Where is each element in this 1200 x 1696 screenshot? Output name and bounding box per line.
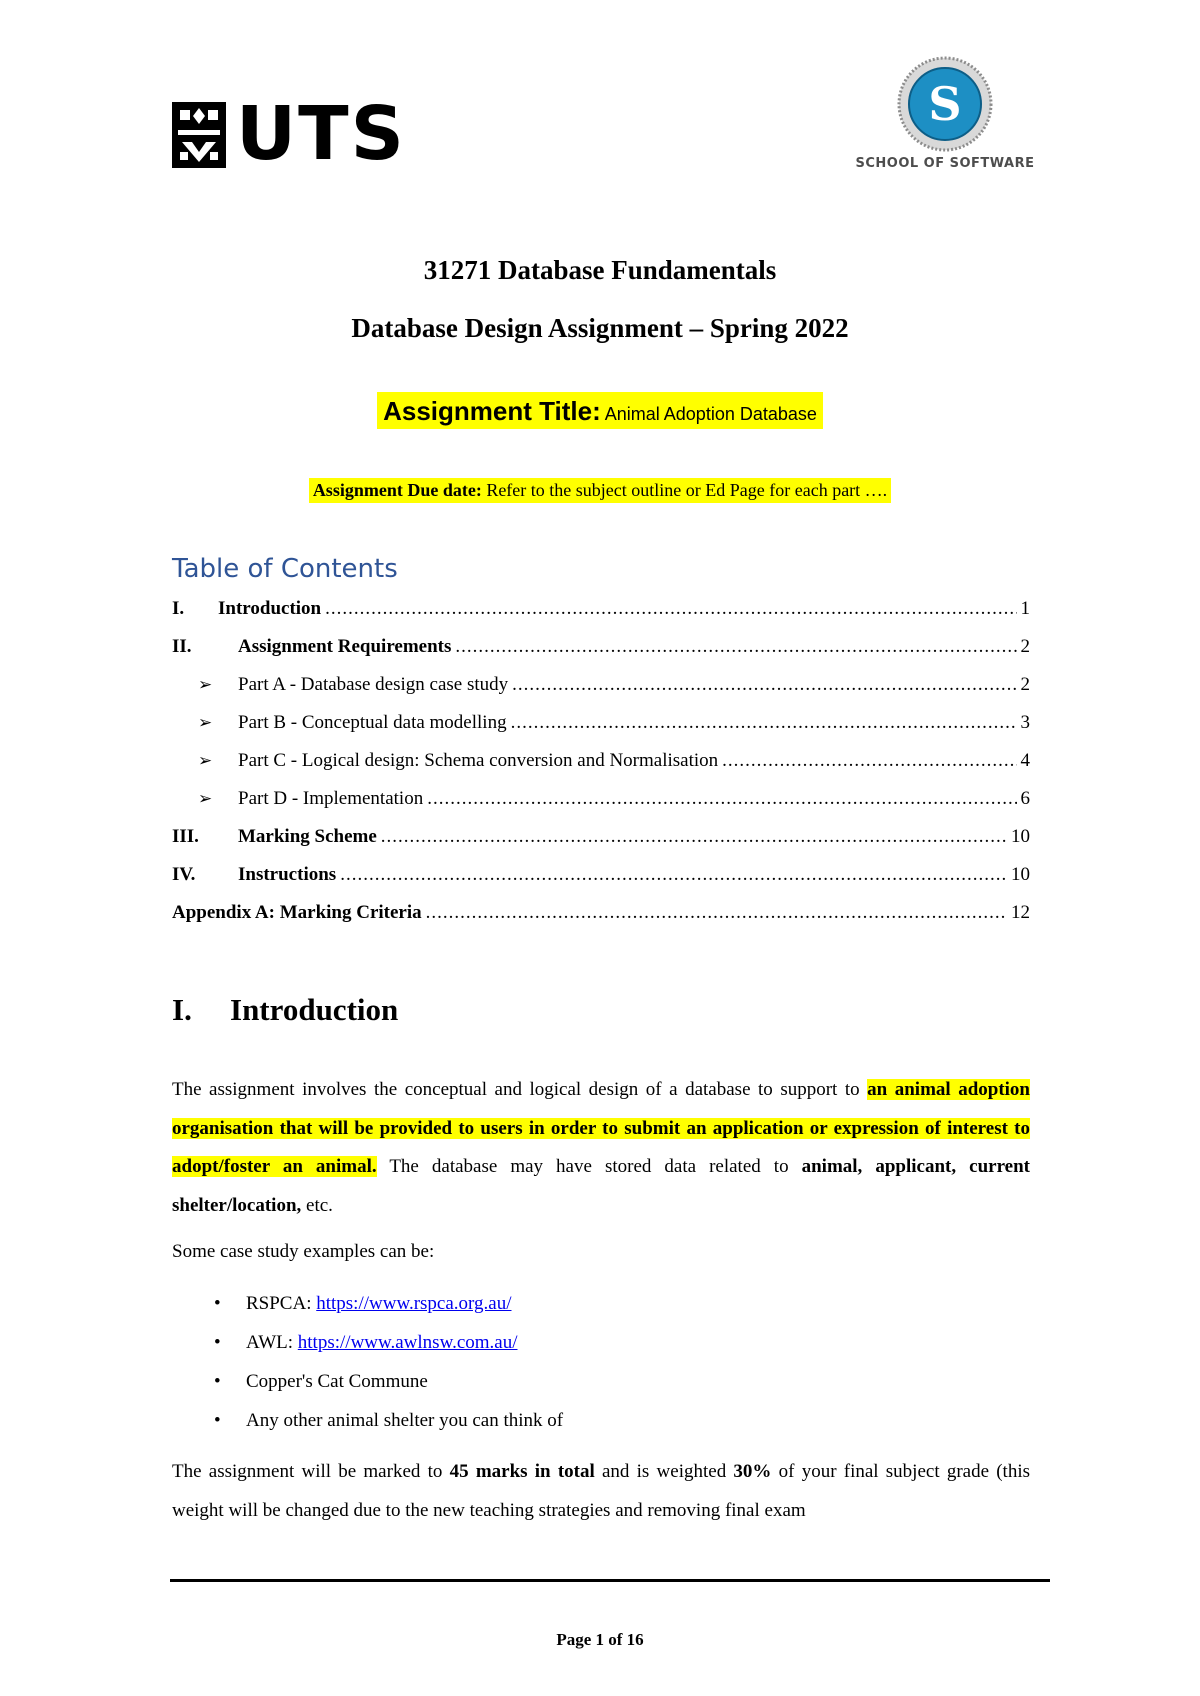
due-date-label: Assignment Due date:	[312, 480, 482, 500]
intro-p1-text-c: etc.	[301, 1194, 333, 1216]
assignment-title-line	[0, 392, 1200, 429]
bullet-item	[214, 1371, 428, 1401]
bullet-item	[214, 1293, 512, 1323]
toc-entry-appendix-a[interactable]	[172, 902, 1030, 928]
bullet-icon: •	[214, 1293, 221, 1314]
school-emblem-letter: S	[928, 77, 962, 131]
school-of-software-logo	[845, 56, 1045, 176]
arrow-bullet-icon: ➢	[198, 751, 213, 771]
bullet-text: AWL:	[246, 1332, 298, 1353]
page-footer	[0, 1630, 1200, 1650]
toc-entry-page: 4	[1020, 750, 1030, 771]
toc-entry-label: Appendix A: Marking Criteria	[172, 902, 422, 923]
footer-page-total: 16	[626, 1630, 644, 1649]
toc-entry-page: 12	[1011, 902, 1030, 923]
awl-link[interactable]: https://www.awlnsw.com.au/	[297, 1332, 518, 1353]
intro-p1-highlight: an animal adoption organisation that will be provided to users in order to submit an application or expression of interest to adopt/foster an animal.	[172, 1079, 1031, 1177]
toc-entry-page: 3	[1020, 712, 1030, 733]
toc-entry-part-b[interactable]	[172, 712, 1030, 738]
due-date-line	[0, 478, 1200, 503]
toc-entry-page: 1	[1020, 598, 1030, 619]
due-date-value: Refer to the subject outline or Ed Page for each part ….	[486, 480, 888, 500]
toc-entry-label: Introduction	[218, 598, 322, 619]
intro-p3-bold-weight: 30%	[733, 1461, 772, 1482]
toc-entry-number: IV.	[172, 864, 196, 885]
toc-heading: Table of Contents	[172, 554, 398, 584]
rspca-link[interactable]: https://www.rspca.org.au/	[316, 1293, 512, 1314]
bullet-item	[214, 1332, 518, 1362]
toc-leader-dots	[381, 826, 1007, 848]
intro-p1-bold: animal, applicant, current shelter/location,	[172, 1156, 1030, 1216]
intro-p3-text-c: of your final subject grade (this weight will be changed due to the new teaching strategies and removing final exam	[172, 1461, 1031, 1521]
toc-entry-part-a[interactable]	[172, 674, 1030, 700]
toc-entry-introduction[interactable]	[172, 598, 1030, 624]
toc-entry-label: Part C - Logical design: Schema conversion and Normalisation	[238, 750, 719, 771]
toc-entry-number: II.	[172, 636, 192, 657]
toc-entry-marking-scheme[interactable]	[172, 826, 1030, 852]
assignment-subtitle: Database Design Assignment – Spring 2022	[351, 313, 849, 343]
uts-emblem-icon	[172, 102, 226, 168]
intro-p1-text-a: The assignment involves the conceptual and logical design of a database to support to	[172, 1079, 868, 1100]
footer-divider	[170, 1579, 1050, 1582]
assignment-title-label: Assignment Title:	[383, 396, 601, 426]
toc-entry-page: 2	[1020, 636, 1030, 657]
assignment-title-highlight	[377, 392, 823, 429]
toc-entry-page: 10	[1011, 864, 1030, 885]
bullet-text: Any other animal shelter you can think of	[246, 1410, 564, 1431]
school-logo-text: SCHOOL OF SOFTWARE	[855, 156, 1035, 171]
toc-entry-label: Part D - Implementation	[238, 788, 424, 809]
arrow-bullet-icon: ➢	[198, 789, 213, 809]
intro-paragraph-3	[172, 1453, 1030, 1530]
introduction-heading-text: Introduction	[230, 992, 399, 1027]
toc-entry-number: I.	[172, 598, 185, 619]
school-emblem-icon	[897, 56, 993, 152]
toc-leader-dots	[426, 902, 1007, 924]
intro-p1-text-b: The database may have stored data related to	[376, 1156, 802, 1177]
toc-entry-page: 2	[1020, 674, 1030, 695]
toc-leader-dots	[427, 788, 1016, 810]
footer-page-number: 1	[595, 1630, 604, 1649]
course-title: 31271 Database Fundamentals	[423, 255, 777, 285]
bullet-text: RSPCA:	[246, 1293, 317, 1314]
bullet-icon: •	[214, 1371, 221, 1392]
toc-entry-assignment-requirements[interactable]	[172, 636, 1030, 662]
arrow-bullet-icon: ➢	[198, 675, 213, 695]
toc-leader-dots	[455, 636, 1016, 658]
intro-paragraph-2: Some case study examples can be:	[172, 1241, 435, 1262]
toc-leader-dots	[512, 674, 1016, 696]
toc-entry-label: Assignment Requirements	[238, 636, 452, 657]
toc-leader-dots	[325, 598, 1016, 620]
assignment-title-value: Animal Adoption Database	[604, 404, 817, 424]
toc-entry-page: 6	[1020, 788, 1030, 809]
footer-page-label: Page	[556, 1630, 592, 1649]
due-date-highlight	[309, 478, 891, 503]
bullet-icon: •	[214, 1410, 221, 1431]
footer-of-label: of	[608, 1630, 623, 1649]
bullet-text: Copper's Cat Commune	[246, 1371, 428, 1392]
toc-leader-dots	[511, 712, 1017, 734]
uts-logo	[172, 91, 406, 177]
intro-p3-text-b: and is weighted	[594, 1461, 734, 1482]
introduction-heading-number: I.	[172, 992, 192, 1027]
intro-p3-bold-marks: 45 marks in total	[449, 1461, 595, 1482]
toc-entry-part-d[interactable]	[172, 788, 1030, 814]
intro-paragraph-1	[172, 1071, 1030, 1225]
toc-entry-part-c[interactable]	[172, 750, 1030, 776]
toc-entry-number: III.	[172, 826, 199, 847]
toc-entry-instructions[interactable]	[172, 864, 1030, 890]
bullet-item	[214, 1410, 563, 1440]
uts-logo-text: UTS	[236, 91, 406, 177]
toc-leader-dots	[722, 750, 1016, 772]
introduction-heading	[172, 992, 398, 1028]
toc-entry-page: 10	[1011, 826, 1030, 847]
toc-leader-dots	[340, 864, 1007, 886]
toc-entry-label: Marking Scheme	[238, 826, 377, 847]
arrow-bullet-icon: ➢	[198, 713, 213, 733]
toc-entry-label: Instructions	[238, 864, 337, 885]
intro-p3-text-a: The assignment will be marked to	[172, 1461, 450, 1482]
bullet-icon: •	[214, 1332, 221, 1353]
toc-entry-label: Part A - Database design case study	[238, 674, 509, 695]
toc-entry-label: Part B - Conceptual data modelling	[238, 712, 507, 733]
